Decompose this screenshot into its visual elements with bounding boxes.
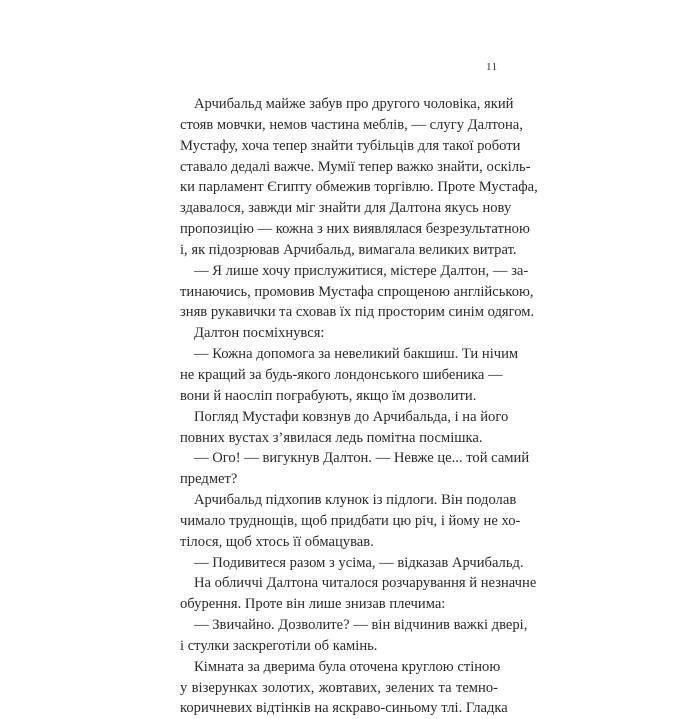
text-line: — Ого! — вигукнув Далтон. — Невже це... той самий [194,450,530,467]
text-line: Погляд Мустафи ковзнув до Арчибальда, і на його [194,408,509,425]
text-line: вони й наосліп пограбують, якщо їм дозволити. [180,387,477,404]
text-line: стояв мовчки, немов частина меблів, — слугу Далтона, [180,116,523,133]
text-line: чимало труднощів, щоб придбати цю річ, і йому не хо- [180,512,521,529]
text-line: коричневих відтінків на яскраво-синьому тлі. Гладка [180,700,508,717]
text-line: у візерунках золотих, жовтавих, зелених та темно- [180,679,498,696]
text-line: і стулки заскреготіли об камінь. [180,637,378,654]
text-line: і, як підозрював Арчибальд, вимагала великих витрат. [180,241,517,258]
text-line: здавалося, завжди міг знайти для Далтона якусь нову [180,200,512,217]
text-line: ставало дедалі важче. Мумії тепер важко знайти, оскіль- [180,158,531,175]
text-line: Далтон посміхнувся: [194,325,325,342]
text-line: тинаючись, промовив Мустафа спрощеною англійською, [180,283,534,300]
text-line: повних вустах з’явилася ледь помітна посмішка. [180,429,483,446]
text-line: не кращий за будь-якого лондонського шибеника — [180,366,503,383]
body-text [180,94,538,719]
text-line: ки парламент Єгипту обмежив торгівлю. Проте Мустафа, [180,179,538,196]
text-line: Арчибальд майже забув про другого чоловіка, який [194,96,514,112]
text-line: Кімната за дверима була оточена круглою стіною [194,658,501,675]
text-line: — Кожна допомога за невеликий бакшиш. Ти нічим [194,346,519,363]
text-line: Арчибальд підхопив клунок із підлоги. Він подолав [194,492,517,509]
text-line: обурення. Проте він лише знизав плечима: [180,596,446,613]
text-line: Мустафу, хоча тепер знайти тубільців для такої роботи [180,137,521,154]
text-line: — Звичайно. Дозволите? — він відчинив важкі двері, [194,617,528,634]
text-line: — Я лише хочу прислужитися, містере Далтон, — за- [194,262,529,279]
text-line: тілося, щоб хтось її обмацував. [180,533,374,550]
text-line: — Подивитеся разом з усіма, — відказав Арчибальд. [194,554,524,571]
text-line: предмет? [180,471,238,488]
text-line: зняв рукавички та сховав їх під просторим синім одягом. [180,304,535,321]
page-number: 11 [486,61,498,73]
text-line: пропозицію — кожна з них виявлялася безрезультатною [180,221,530,238]
text-line: На обличчі Далтона читалося розчарування й незначне [194,575,537,592]
